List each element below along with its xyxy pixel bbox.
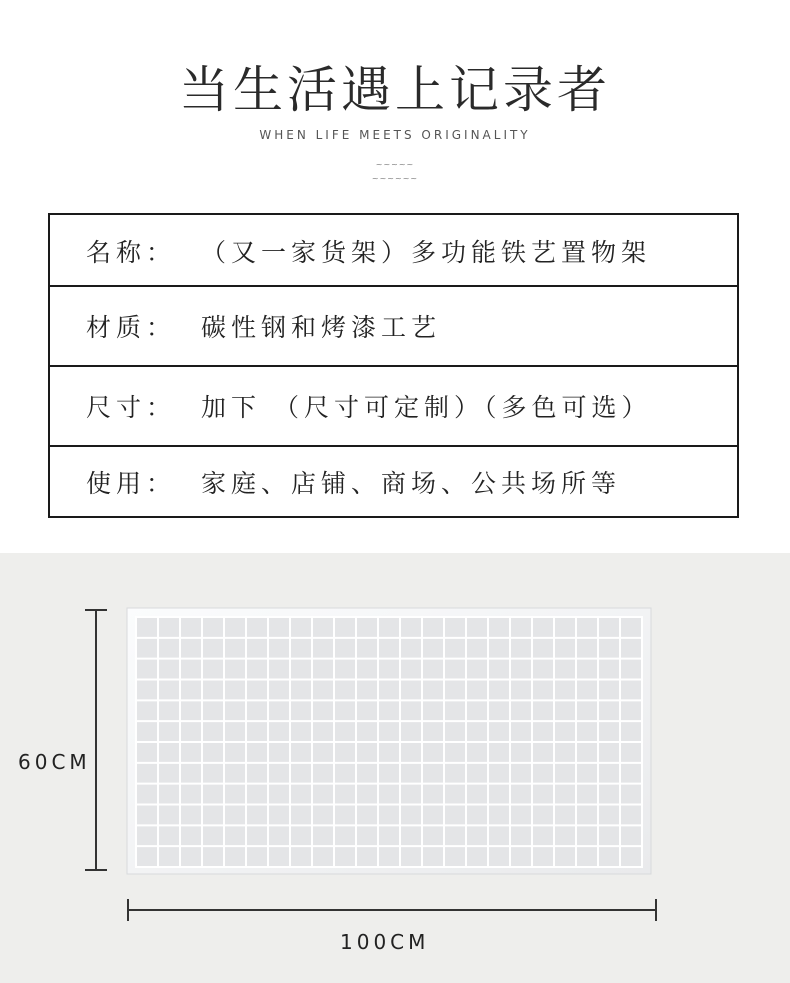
- spec-row-size: [50, 365, 737, 445]
- height-label: 60CM: [18, 750, 91, 774]
- width-label: 100CM: [340, 930, 430, 954]
- spec-label: 尺寸：: [86, 393, 177, 422]
- spec-label: 使用：: [86, 468, 177, 498]
- spec-label: 材质：: [86, 313, 177, 342]
- width-dimension-tick-left: [127, 899, 129, 921]
- height-dimension-tick-top: [85, 609, 107, 611]
- spec-value: （又一家货架）多功能铁艺置物架: [201, 238, 652, 267]
- decorative-wave-top: ~~~~~: [375, 160, 415, 169]
- spec-value: 碳性钢和烤漆工艺: [201, 313, 442, 342]
- spec-value: 家庭、店铺、商场、公共场所等: [201, 468, 622, 498]
- decorative-wave-bottom: ~~~~~~: [371, 174, 419, 183]
- page-title: 当生活遇上记录者: [179, 61, 611, 119]
- spec-row-usage: [50, 445, 737, 516]
- spec-table: [48, 213, 739, 518]
- page-subtitle: WHEN LIFE MEETS ORIGINALITY: [259, 128, 531, 142]
- spec-row-name: [50, 215, 737, 287]
- spec-value: 加下 （尺寸可定制）（多色可选）: [201, 393, 652, 422]
- height-dimension-line: [95, 610, 97, 871]
- width-dimension-tick-right: [655, 899, 657, 921]
- spec-label: 名称：: [86, 238, 177, 267]
- spec-row-material: [50, 285, 737, 365]
- width-dimension-line: [128, 909, 656, 911]
- height-dimension-tick-bottom: [85, 869, 107, 871]
- grid-panel-image: [124, 605, 654, 877]
